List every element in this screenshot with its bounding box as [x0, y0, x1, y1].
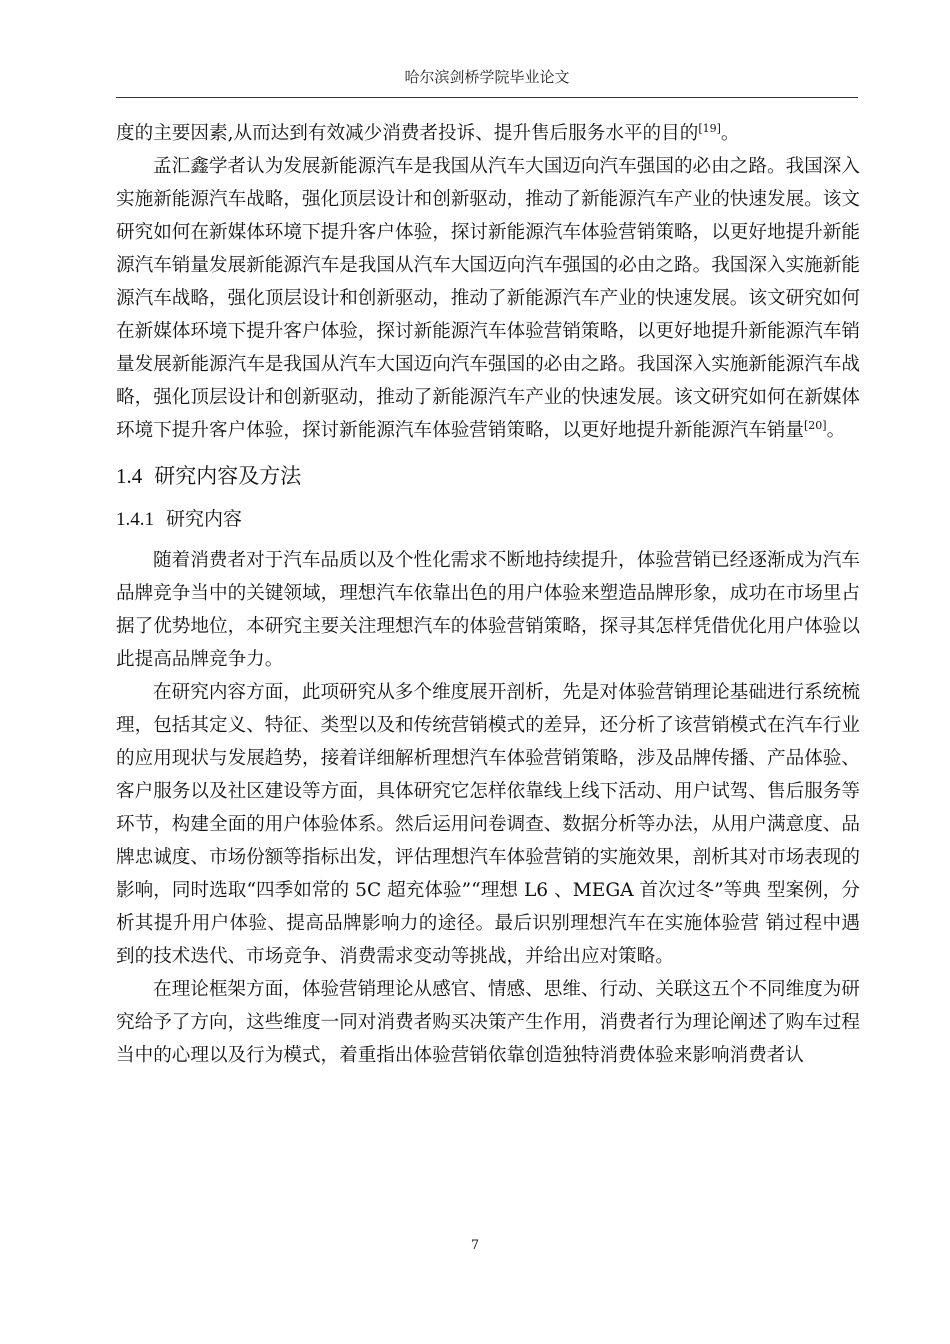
paragraph-text: 度的主要因素,从而达到有效减少消费者投诉、提升售后服务水平的目的 [116, 123, 699, 144]
subsection-number: 1.4.1 [116, 509, 154, 530]
citation: [20] [803, 418, 827, 432]
page-number: 7 [470, 1238, 480, 1253]
paragraph-theory-framework: 在理论框架方面，体验营销理论从感官、情感、思维、行动、关联这五个不同维度为研究给予了方向，这些维度一同对消费者购买决策产生作用，消费者行为理论阐述了购车过程当中的心理以及行为模式，着重指出体验营销依靠创造独特消费体验来影响消费者认 [116, 979, 860, 1066]
subsection-heading [116, 499, 860, 540]
paragraph-continued [116, 117, 860, 150]
page-body [116, 117, 860, 1072]
paragraph-end: 。 [826, 420, 846, 441]
section-heading [116, 455, 860, 497]
section-number: 1.4 [116, 464, 143, 488]
paragraph-text: 孟汇鑫学者认为发展新能源汽车是我国从汽车大国迈向汽车强国的必由之路。我国深入实施新能源汽车战略，强化顶层设计和创新驱动，推动了新能源汽车产业的快速发展。该文研究如何在新媒体环境下提升客户体验，探讨新能源汽车体验营销策略，以更好地提升新能源汽车销量发展新能源汽车是我国从汽车大国迈向汽车强国的必由之路。我国深入实施新能源汽车战略，强化顶层设计和创新驱动，推动了新能源汽车产业的快速发展。该文研究如何在新媒体环境下提升客户体验，探讨新能源汽车体验营销策略，以更好地提升新能源汽车销量发展新能源汽车是我国从汽车大国迈向汽车强国的必由之路。我国深入实施新能源汽车战略，强化顶层设计和创新驱动，推动了新能源汽车产业的快速发展。该文研究如何在新媒体环境下提升客户体验，探讨新能源汽车体验营销策略，以更好地提升新能源汽车销量 [116, 156, 860, 441]
subsection-title: 研究内容 [166, 508, 243, 530]
paragraph-end: 。 [720, 123, 740, 144]
citation: [19] [698, 121, 721, 135]
paragraph-meng [116, 150, 860, 447]
paragraph-research-content: 在研究内容方面，此项研究从多个维度展开剖析，先是对体验营销理论基础进行系统梳理，包括其定义、特征、类型以及和传统营销模式的差异，还分析了该营销模式在汽车行业的应用现状与发展趋势，接着详细解析理想汽车体验营销策略，涉及品牌传播、产品体验、客户服务以及社区建设等方面，具体研究它怎样依靠线上线下活动、用户试驾、售后服务等环节，构建全面的用户体验体系。然后运用问卷调查、数据分析等办法，从用户满意度、品牌忠诚度、市场份额等指标出发，评估理想汽车体验营销的实施效果，剖析其对市场表现的影响，同时选取“四季如常的 5C 超充体验”“理想 L6 、MEGA 首次过冬”等典 型案例，分析其提升用户体验、提高品牌影响力的途径。最后识别理想汽车在实施体验营 销过程中遇到的技术迭代、市场竞争、消费需求变动等挑战，并给出应对策略。 [116, 682, 860, 967]
section-title: 研究内容及方法 [154, 464, 302, 488]
page-header: 哈尔滨剑桥学院毕业论文 [404, 68, 570, 86]
paragraph-intro: 随着消费者对于汽车品质以及个性化需求不断地持续提升，体验营销已经逐渐成为汽车品牌竞争当中的关键领域，理想汽车依靠出色的用户体验来塑造品牌形象，成功在市场里占据了优势地位，本研究主要关注理想汽车的体验营销策略，探寻其怎样凭借优化用户体验以此提高品牌竞争力。 [116, 550, 860, 670]
header-rule [116, 97, 858, 98]
